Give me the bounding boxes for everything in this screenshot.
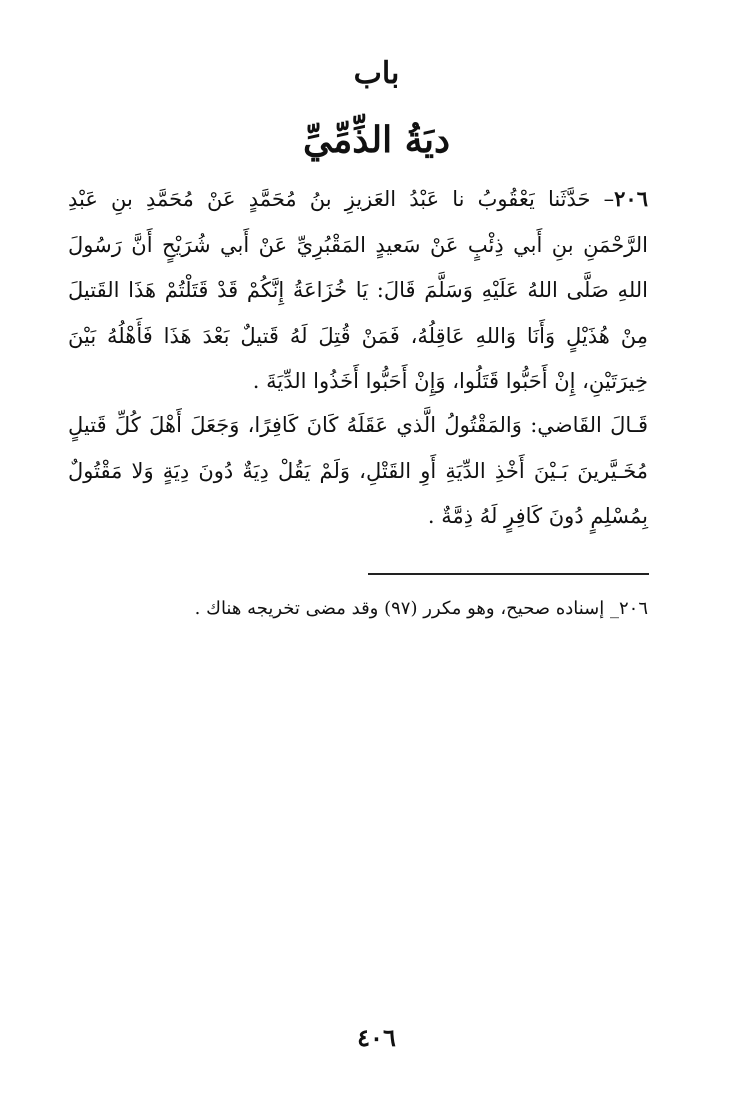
- page-number: ٤٠٦: [357, 1023, 396, 1052]
- hadith-paragraph: [68, 176, 648, 405]
- chapter-label: باب: [353, 56, 400, 91]
- footnote-divider: [368, 573, 649, 575]
- chapter-title: ديَةُ الذِّمِّيِّ: [302, 119, 451, 161]
- hadith-number: ٢٠٦: [614, 186, 648, 211]
- footnote: ٢٠٦_ إسناده صحيح، وهو مكرر (٩٧) وقد مضى تخريجه هناك .: [194, 598, 648, 619]
- commentary-paragraph: قَـالَ القَاضي: وَالمَقْتُولُ الَّذي عَقَلَهُ كَانَ كَافِرًا، وَجَعَلَ أَهْلَ كُلِّ قَتيلٍ مُخَـيَّرينَ بَـيْنَ أَخْذِ الدِّيَةِ أَوِ القَتْلِ، وَلَمْ يَقُلْ دِيَةٌ دُونَ دِيَةٍ وَلا مَقْتُولٌ بِمُسْلِمٍ دُونَ كَافِرٍ لَهُ ذِمَّةٌ .: [68, 413, 648, 528]
- hadith-text: – حَدَّثَنا يَعْقُوبُ نا عَبْدُ العَزيزِ بنُ مُحَمَّدٍ عَنْ مُحَمَّدِ بنِ عَبْدِ الرَّحْمَنِ بنِ أَبي ذِئْبٍ عَنْ سَعيدٍ المَقْبُرِيِّ عَنْ أَبي شُرَيْحٍ أَنَّ رَسُولَ اللهِ صَلَّى اللهُ عَلَيْهِ وَسَلَّمَ قَالَ: يَا خُزَاعَةُ إِنَّكُمْ قَدْ قَتَلْتُمْ هَذَا القَتيلَ مِنْ هُذَيْلٍ وَأَنَا وَاللهِ عَاقِلُهُ، فَمَنْ قُتِلَ لَهُ قَتيلٌ بَعْدَ هَذَا فَأَهْلُهُ بَيْنَ خِيرَتَيْنِ، إِنْ أَحَبُّوا قَتَلُوا، وَإِنْ أَحَبُّوا أَخَذُوا الدِّيَةَ .: [68, 187, 648, 393]
